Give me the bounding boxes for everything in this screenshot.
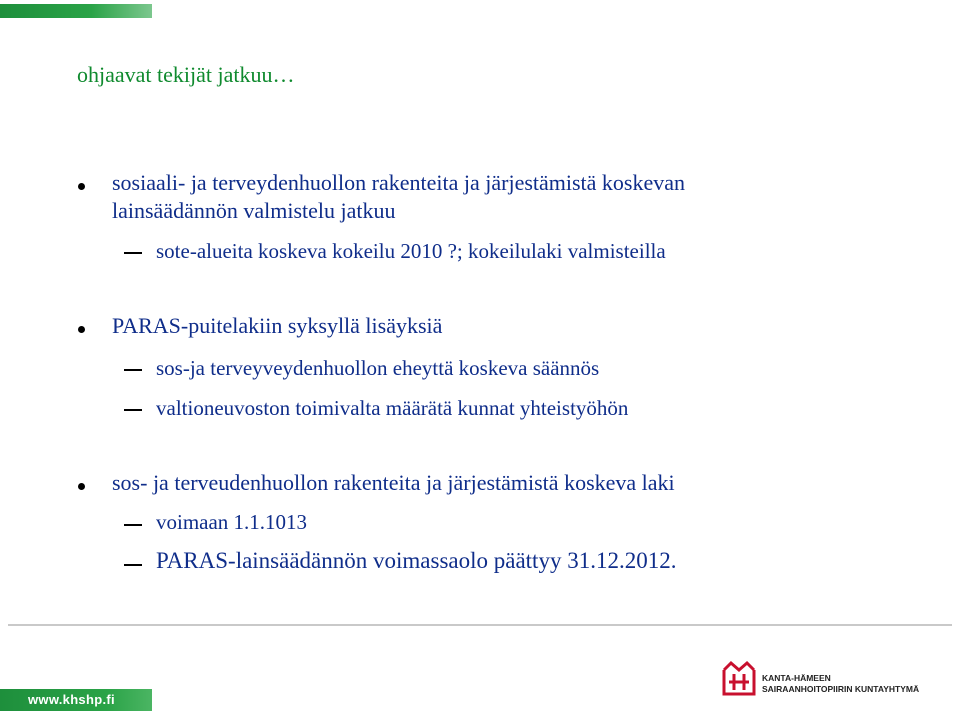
top-accent-bar — [0, 4, 152, 18]
logo-text — [762, 673, 919, 695]
subitem-text: sote-alueita koskeva kokeilu 2010 ?; kokeilulaki valmisteilla — [156, 239, 666, 263]
dash-marker — [124, 409, 142, 411]
footer-divider — [8, 624, 952, 626]
bullet-dot — [78, 483, 85, 490]
slide-title: ohjaavat tekijät jatkuu… — [77, 62, 295, 87]
bullet-text: lainsäädännön valmistelu jatkuu — [112, 198, 396, 223]
organization-logo — [722, 660, 954, 708]
dash-marker — [124, 369, 142, 371]
footer-url: www.khshp.fi — [0, 689, 152, 711]
bullet-text: PARAS-puitelakiin syksyllä lisäyksiä — [112, 313, 443, 338]
logo-line-2: SAIRAANHOITOPIIRIN KUNTAYHTYMÄ — [762, 684, 920, 694]
subitem-text: voimaan 1.1.1013 — [156, 510, 308, 534]
dash-marker — [124, 524, 142, 526]
logo-line-1: KANTA-HÄMEEN — [762, 673, 831, 683]
bullet-dot — [78, 183, 85, 190]
subitem-text: valtioneuvoston toimivalta määrätä kunnat yhteistyöhön — [156, 396, 629, 420]
subitem-text: PARAS-lainsäädännön voimassaolo päättyy 31.12.2012. — [156, 548, 677, 573]
bullet-text: sosiaali- ja terveydenhuollon rakenteita ja järjestämistä koskevan — [112, 170, 686, 195]
bullet-text: sos- ja terveudenhuollon rakenteita ja järjestämistä koskeva laki — [112, 470, 675, 495]
subitem-text: sos-ja terveyveydenhuollon eheyttä koskeva säännös — [156, 356, 600, 380]
dash-marker — [124, 252, 142, 254]
hospital-district-logo-icon — [722, 660, 756, 696]
bullet-dot — [78, 326, 85, 333]
dash-marker — [124, 564, 142, 566]
